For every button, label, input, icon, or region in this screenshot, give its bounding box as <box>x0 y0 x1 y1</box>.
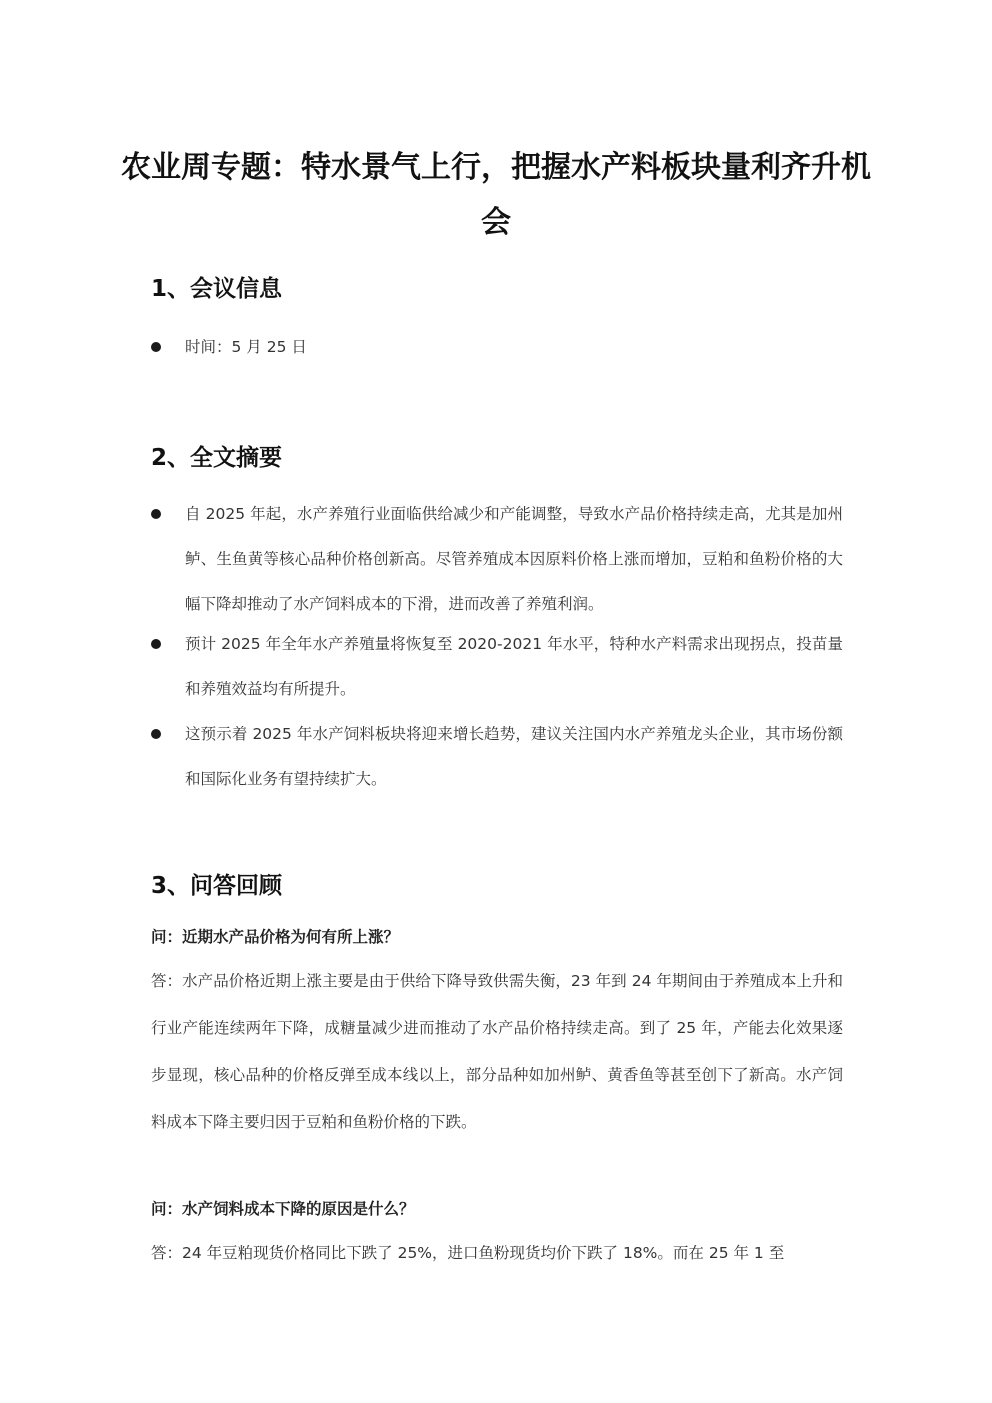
qa-question-1: 问：近期水产品价格为何有所上涨？ <box>151 928 400 946</box>
summary-bullet-3 <box>151 712 843 802</box>
bullet-icon <box>151 639 161 649</box>
summary-bullet-1-text: 自 2025 年起，水产养殖行业面临供给减少和产能调整，导致水产品价格持续走高，尤其是加州鲈、生鱼黄等核心品种价格创新高。尽管养殖成本因原料价格上涨而增加，豆粕和鱼粉价格的大幅下降却推动了水产饲料成本的下滑，进而改善了养殖利润。 <box>185 505 843 613</box>
summary-bullet-3-text: 这预示着 2025 年水产饲料板块将迎来增长趋势，建议关注国内水产养殖龙头企业，其市场份额和国际化业务有望持续扩大。 <box>185 725 843 788</box>
summary-bullet-2-text: 预计 2025 年全年水产养殖量将恢复至 2020-2021 年水平，特种水产料需求出现拐点，投苗量和养殖效益均有所提升。 <box>185 635 843 698</box>
bullet-icon <box>151 509 161 519</box>
section-heading-meeting-info: 1、会议信息 <box>151 276 283 302</box>
qa-answer-1: 答：水产品价格近期上涨主要是由于供给下降导致供需失衡，23 年到 24 年期间由于养殖成本上升和行业产能连续两年下降，成糖量减少进而推动了水产品价格持续走高。到了 25 年，产能去化效果逐步显现，核心品种的价格反弹至成本线以上，部分品种如加州鲈、黄香鱼等甚至创下了新高。水产饲料成本下降主要归因于豆粕和鱼粉价格的下跌。 <box>151 972 843 1131</box>
section-heading-summary: 2、全文摘要 <box>151 445 283 471</box>
meeting-time-text: 时间：5 月 25 日 <box>185 338 307 356</box>
qa-answer-2: 答：24 年豆粕现货价格同比下跌了 25%，进口鱼粉现货均价下跌了 18%。而在 25 年 1 至 <box>151 1244 785 1262</box>
section-heading-qa: 3、问答回顾 <box>151 873 283 899</box>
meeting-time-item <box>151 330 843 364</box>
bullet-icon <box>151 342 161 352</box>
qa-question-2: 问：水产饲料成本下降的原因是什么？ <box>151 1200 415 1218</box>
summary-bullet-2 <box>151 622 843 712</box>
bullet-icon <box>151 729 161 739</box>
page-title: 农业周专题：特水景气上行，把握水产料板块量利齐升机会 <box>121 150 871 240</box>
summary-bullet-1 <box>151 492 843 627</box>
